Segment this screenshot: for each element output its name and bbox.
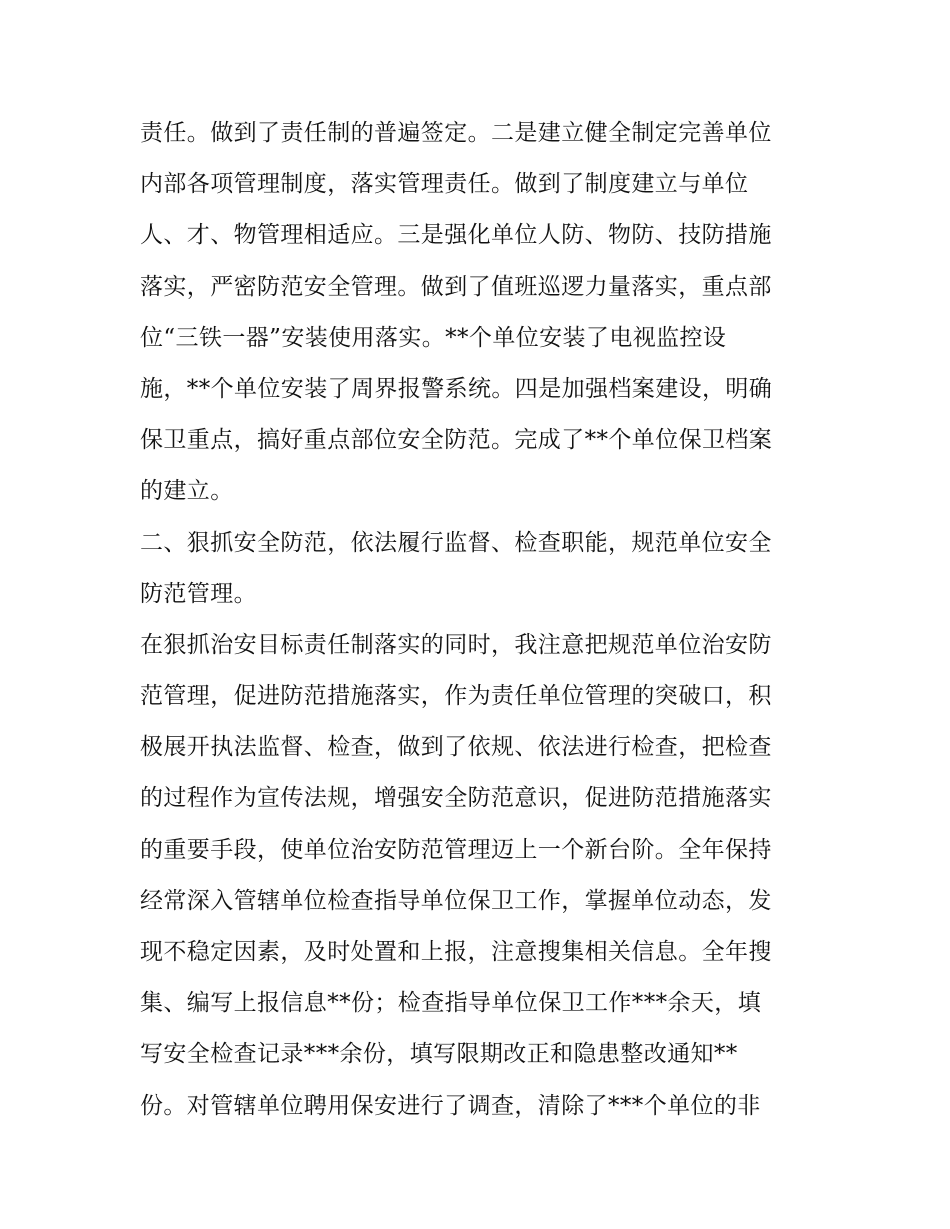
text-line: 范管理，促进防范措施落实，作为责任单位管理的突破口，积 <box>140 683 772 710</box>
section-heading: 防范管理。 <box>140 580 257 607</box>
text-line: 人、才、物管理相适应。三是强化单位人防、物防、技防措施 <box>140 222 772 249</box>
text-line: 的建立。 <box>140 478 234 505</box>
text-line: 保卫重点，搞好重点部位安全防范。完成了**个单位保卫档案 <box>140 427 773 454</box>
text-line: 的过程作为宣传法规，增强安全防范意识，促进防范措施落实 <box>140 785 772 812</box>
document-body <box>140 108 820 1132</box>
section-heading: 二、狠抓安全防范，依法履行监督、检查职能，规范单位安全 <box>140 529 772 556</box>
text-line: 经常深入管辖单位检查指导单位保卫工作，掌握单位动态，发 <box>140 887 772 914</box>
text-line: 内部各项管理制度，落实管理责任。做到了制度建立与单位 <box>140 171 749 198</box>
text-line: 责任。做到了责任制的普遍签定。二是建立健全制定完善单位 <box>140 120 772 146</box>
text-line: 的重要手段，使单位治安防范管理迈上一个新台阶。全年保持 <box>140 836 772 863</box>
text-line: 写安全检查记录***余份，填写限期改正和隐患整改通知** <box>140 1041 738 1068</box>
text-line: 极展开执法监督、检查，做到了依规、依法进行检查，把检查 <box>140 734 772 761</box>
text-line: 位“三铁一器”安装使用落实。**个单位安装了电视监控设 <box>140 324 727 351</box>
text-line: 集、编写上报信息**份；检查指导单位保卫工作***余天，填 <box>140 990 762 1017</box>
text-line: 份。对管辖单位聘用保安进行了调查，清除了***个单位的非 <box>140 1092 761 1119</box>
text-line: 在狠抓治安目标责任制落实的同时，我注意把规范单位治安防 <box>140 631 772 658</box>
text-line: 落实，严密防范安全管理。做到了值班巡逻力量落实，重点部 <box>140 273 772 300</box>
text-line: 现不稳定因素，及时处置和上报，注意搜集相关信息。全年搜 <box>140 939 772 965</box>
text-line: 施，**个单位安装了周界报警系统。四是加强档案建设，明确 <box>140 375 773 402</box>
